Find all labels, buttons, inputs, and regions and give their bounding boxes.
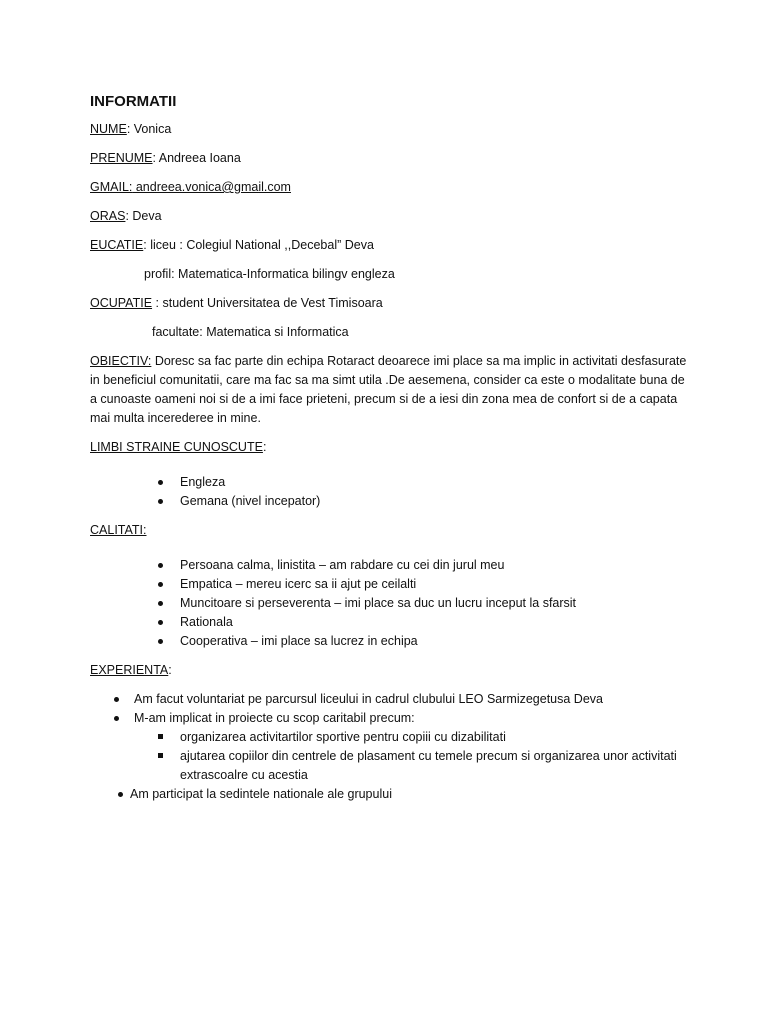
obiectiv-paragraph: [90, 352, 690, 428]
ocupatie-label: OCUPATIE: [90, 296, 153, 310]
list-item: Gemana (nivel incepator): [90, 492, 690, 511]
ocupatie-line: [90, 294, 690, 313]
limbi-colon: :: [262, 440, 267, 454]
gmail-line: [90, 178, 690, 197]
section-title: INFORMATII: [90, 93, 177, 110]
experienta-colon: :: [168, 663, 172, 677]
educatie-label: EUCATIE: [90, 238, 144, 252]
list-item: M-am implicat in proiecte cu scop caritabil precum:: [90, 709, 690, 728]
list-item: Persoana calma, linistita – am rabdare cu cei din jurul meu: [90, 556, 690, 575]
list-item: Empatica – mereu icerc sa ii ajut pe ceilalti: [90, 575, 690, 594]
list-item: Cooperativa – imi place sa lucrez in echipa: [90, 632, 690, 651]
profil-line: profil: Matematica-Informatica bilingv engleza: [144, 267, 395, 281]
sub-list-item: organizarea activitartilor sportive pentru copiii cu dizabilitati: [90, 728, 690, 747]
obiectiv-text: Doresc sa fac parte din echipa Rotaract deoarece imi place sa ma implic in activitati desfasurate in beneficiul comunitatii, care ma fac sa ma simt utila .De aesemena, consider ca este o modalitate buna de a cunoaste oameni noi si de a imi face prieteni, precum si de a iesi din zona mea de confort si de a capata mai multa incerederee in mine.: [90, 354, 687, 425]
prenume-label: PRENUME: [90, 151, 153, 165]
facultate-line: facultate: Matematica si Informatica: [152, 325, 349, 339]
educatie-line: [90, 236, 690, 255]
oras-value: : Deva: [125, 209, 162, 223]
gmail-value[interactable]: andreea.vonica@gmail.com: [132, 180, 291, 194]
educatie-value: : liceu : Colegiul National ,,Decebal” Deva: [143, 238, 374, 252]
limbi-label: LIMBI STRAINE CUNOSCUTE: [90, 440, 263, 454]
list-item: Am facut voluntariat pe parcursul liceului in cadrul clubului LEO Sarmizegetusa Deva: [90, 690, 690, 709]
limbi-list: [90, 473, 690, 511]
calitati-heading: CALITATI:: [90, 523, 147, 537]
oras-label: ORAS: [90, 209, 126, 223]
experienta-list: [90, 690, 690, 804]
oras-line: [90, 207, 690, 226]
sub-list-item: ajutarea copiilor din centrele de plasament cu temele precum si organizarea unor activitati extrascoalre cu acestia: [90, 747, 690, 785]
limbi-heading: [90, 438, 690, 457]
nume-label: NUME: [90, 122, 127, 136]
ocupatie-value: : student Universitatea de Vest Timisoara: [152, 296, 383, 310]
list-item: Rationala: [90, 613, 690, 632]
document-body: [90, 92, 690, 804]
prenume-line: [90, 149, 690, 168]
experienta-heading: [90, 661, 690, 680]
list-item: Muncitoare si perseverenta – imi place sa duc un lucru inceput la sfarsit: [90, 594, 690, 613]
gmail-label: GMAIL:: [90, 180, 133, 194]
nume-value: : Vonica: [126, 122, 172, 136]
experienta-label: EXPERIENTA: [90, 663, 169, 677]
obiectiv-label: OBIECTIV:: [90, 354, 152, 368]
nume-line: [90, 120, 690, 139]
list-item: Am participat la sedintele nationale ale grupului: [90, 785, 690, 804]
calitati-list: [90, 556, 690, 651]
prenume-value: : Andreea Ioana: [152, 151, 241, 165]
list-item: Engleza: [90, 473, 690, 492]
